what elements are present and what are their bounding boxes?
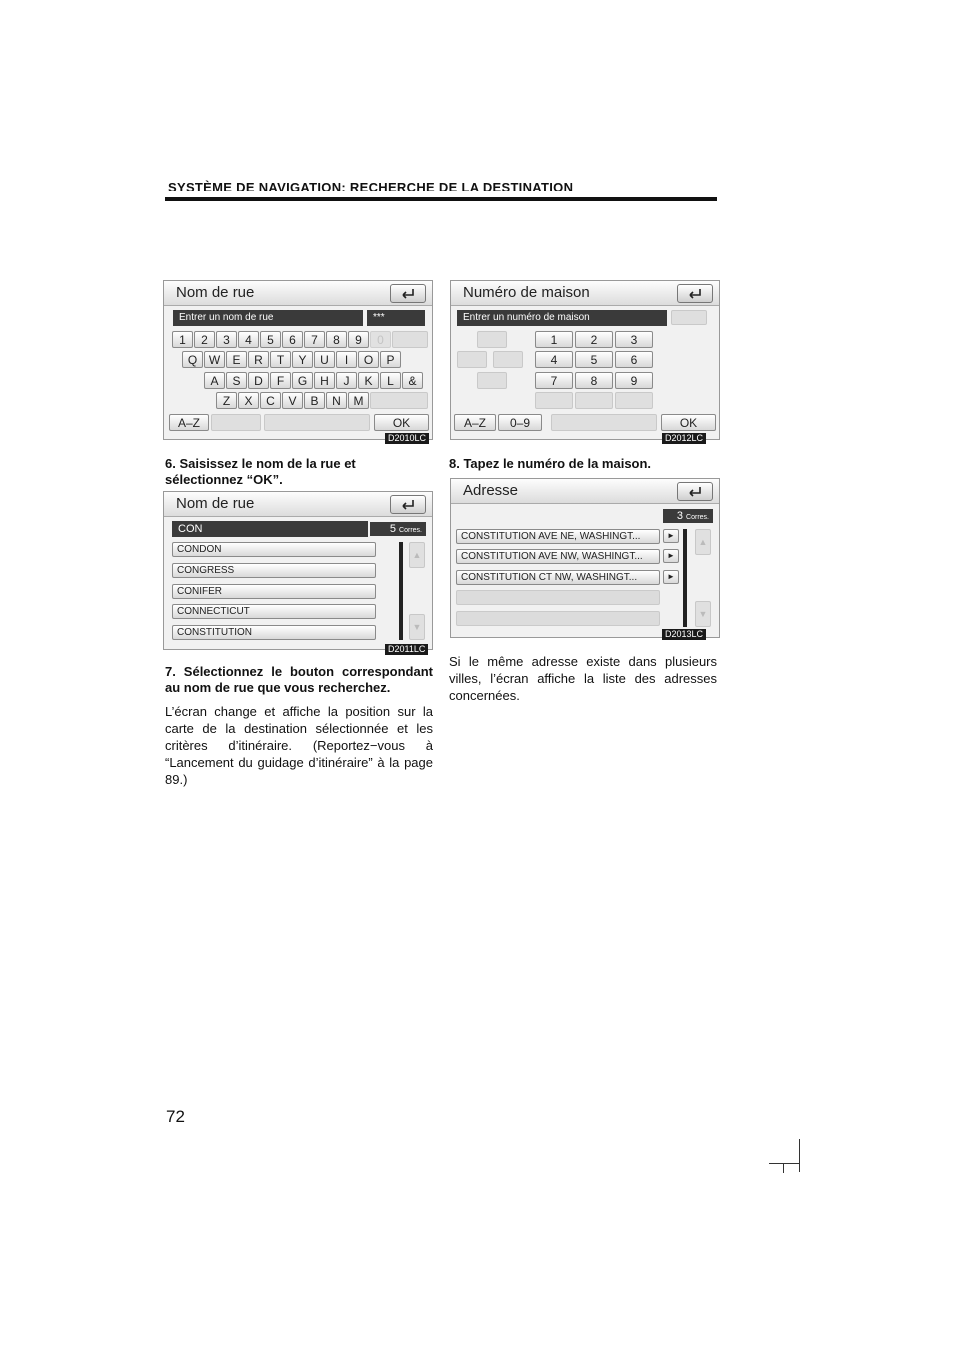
figure-code: D2013LC	[662, 629, 706, 640]
key-3[interactable]: 3	[216, 331, 237, 348]
key-x[interactable]: X	[238, 392, 259, 409]
list-item[interactable]: CONNECTICUT	[172, 604, 376, 619]
key-l[interactable]: L	[380, 372, 401, 389]
delete-button[interactable]	[392, 331, 428, 348]
key-n[interactable]: N	[326, 392, 347, 409]
key-e[interactable]: E	[226, 351, 247, 368]
key-d[interactable]: D	[248, 372, 269, 389]
key-8[interactable]: 8	[326, 331, 347, 348]
key-g[interactable]: G	[292, 372, 313, 389]
crop-mark-vertical	[799, 1139, 800, 1172]
detail-arrow-icon[interactable]: ►	[663, 529, 679, 543]
key-m[interactable]: M	[348, 392, 369, 409]
key-f[interactable]: F	[270, 372, 291, 389]
key-c[interactable]: C	[260, 392, 281, 409]
key-b[interactable]: B	[304, 392, 325, 409]
back-button[interactable]	[390, 495, 426, 514]
key-7[interactable]: 7	[304, 331, 325, 348]
empty-list-item[interactable]	[456, 590, 660, 605]
screen-house-number	[450, 280, 720, 440]
scroll-up-button[interactable]: ▲	[695, 529, 711, 555]
list-item[interactable]: CONGRESS	[172, 563, 376, 578]
key-y[interactable]: Y	[292, 351, 313, 368]
disabled-key[interactable]	[535, 392, 573, 409]
address-item[interactable]: CONSTITUTION AVE NE, WASHINGT...	[456, 529, 660, 544]
screen-title: Nom de rue	[176, 284, 255, 301]
street-name-input[interactable]: Entrer un nom de rue	[173, 310, 363, 326]
key-q[interactable]: Q	[182, 351, 203, 368]
step-7-instruction: 7. Sélectionnez le bouton correspondant au nom de rue que vous recherchez.	[165, 664, 433, 695]
screen-title-bar	[164, 492, 432, 517]
disabled-key[interactable]	[615, 392, 653, 409]
ok-button[interactable]: OK	[374, 414, 429, 431]
az-button[interactable]: A–Z	[169, 414, 209, 431]
key-1[interactable]: 1	[535, 331, 573, 348]
search-value-display: CON	[172, 521, 368, 537]
screen-title-bar	[164, 281, 432, 306]
key-p[interactable]: P	[380, 351, 401, 368]
match-count-value: 5	[389, 523, 396, 535]
figure-code: D2012LC	[662, 433, 706, 444]
address-item[interactable]: CONSTITUTION CT NW, WASHINGT...	[456, 570, 660, 585]
match-count-value: 3	[676, 510, 683, 522]
key-5[interactable]: 5	[260, 331, 281, 348]
screen-street-name-keyboard	[163, 280, 433, 440]
page-number: 72	[166, 1107, 185, 1126]
key-2[interactable]: 2	[194, 331, 215, 348]
scroll-down-button[interactable]: ▼	[695, 601, 711, 627]
detail-arrow-icon[interactable]: ►	[663, 570, 679, 584]
key-ampersand[interactable]: &	[402, 372, 423, 389]
key-a[interactable]: A	[204, 372, 225, 389]
back-arrow-icon	[687, 287, 703, 299]
screen-address-list	[450, 478, 720, 638]
input-value-display: ***	[367, 310, 425, 326]
key-5[interactable]: 5	[575, 351, 613, 368]
house-number-input[interactable]: Entrer un numéro de maison	[457, 310, 667, 326]
az-button[interactable]: A–Z	[454, 414, 496, 431]
option-button[interactable]	[264, 414, 370, 431]
key-u[interactable]: U	[314, 351, 335, 368]
delete-button[interactable]	[671, 310, 707, 325]
key-j[interactable]: J	[336, 372, 357, 389]
match-count	[663, 509, 713, 523]
back-arrow-icon	[400, 287, 416, 299]
screen-title-bar	[451, 479, 719, 504]
key-w[interactable]: W	[204, 351, 225, 368]
match-count-unit: Corres.	[399, 527, 422, 534]
key-o[interactable]: O	[358, 351, 379, 368]
list-item[interactable]: CONIFER	[172, 584, 376, 599]
list-item[interactable]: CONSTITUTION	[172, 625, 376, 640]
key-6[interactable]: 6	[282, 331, 303, 348]
match-count-unit: Corres.	[686, 514, 709, 521]
back-arrow-icon	[400, 498, 416, 510]
address-item[interactable]: CONSTITUTION AVE NW, WASHINGT...	[456, 549, 660, 564]
back-arrow-icon	[687, 485, 703, 497]
key-9[interactable]: 9	[348, 331, 369, 348]
step-6-instruction: 6. Saisissez le nom de la rue et sélectionnez “OK”.	[165, 456, 356, 487]
key-2[interactable]: 2	[575, 331, 613, 348]
figure-code: D2011LC	[385, 644, 428, 655]
disabled-key[interactable]	[457, 351, 487, 368]
crop-mark-tick	[783, 1163, 784, 1173]
space-button[interactable]	[370, 392, 428, 409]
scrollbar[interactable]	[399, 542, 403, 640]
key-r[interactable]: R	[248, 351, 269, 368]
key-9[interactable]: 9	[615, 372, 653, 389]
scroll-up-button[interactable]: ▲	[409, 542, 425, 568]
key-4[interactable]: 4	[238, 331, 259, 348]
key-v[interactable]: V	[282, 392, 303, 409]
disabled-key[interactable]	[493, 351, 523, 368]
paragraph-multiple-cities: Si le même adresse existe dans plusieurs villes, l’écran affiche la liste des adresses concernées.	[449, 654, 717, 703]
key-s[interactable]: S	[226, 372, 247, 389]
key-1[interactable]: 1	[172, 331, 193, 348]
step-8-instruction: 8. Tapez le numéro de la maison.	[449, 456, 652, 471]
key-8[interactable]: 8	[575, 372, 613, 389]
screen-title: Numéro de maison	[463, 284, 590, 301]
key-7[interactable]: 7	[535, 372, 573, 389]
key-3[interactable]: 3	[615, 331, 653, 348]
back-button[interactable]	[390, 284, 426, 303]
disabled-key[interactable]	[477, 331, 507, 348]
key-4[interactable]: 4	[535, 351, 573, 368]
disabled-key[interactable]	[575, 392, 613, 409]
back-button[interactable]	[677, 284, 713, 303]
figure-code: D2010LC	[385, 433, 429, 444]
detail-arrow-icon[interactable]: ►	[663, 549, 679, 563]
key-0[interactable]: 0	[370, 331, 391, 348]
header-rule	[165, 197, 717, 201]
key-z[interactable]: Z	[216, 392, 237, 409]
screen-title-bar	[451, 281, 719, 306]
scrollbar[interactable]	[683, 529, 687, 627]
key-t[interactable]: T	[270, 351, 291, 368]
scroll-down-button[interactable]: ▼	[409, 614, 425, 640]
key-k[interactable]: K	[358, 372, 379, 389]
page-header-title: SYSTÈME DE NAVIGATION: RECHERCHE DE LA DESTINATION	[168, 180, 574, 191]
key-i[interactable]: I	[336, 351, 357, 368]
empty-list-item[interactable]	[456, 611, 660, 626]
crop-mark-horizontal	[769, 1163, 799, 1164]
back-button[interactable]	[677, 482, 713, 501]
option-button[interactable]	[551, 414, 657, 431]
mode-button[interactable]	[211, 414, 261, 431]
screen-street-name-list	[163, 491, 433, 650]
disabled-key[interactable]	[477, 372, 507, 389]
ok-button[interactable]: OK	[661, 414, 716, 431]
list-item[interactable]: CONDON	[172, 542, 376, 557]
paragraph-route-start: L’écran change et affiche la position sur la carte de la destination sélectionnée et les critères d’itinéraire. (Reportez−vous à “Lancement du guidage d’itinéraire” à la page 89.)	[165, 704, 433, 787]
screen-title: Nom de rue	[176, 495, 255, 512]
match-count	[370, 522, 426, 536]
key-6[interactable]: 6	[615, 351, 653, 368]
screen-title: Adresse	[463, 482, 519, 499]
numeric-button[interactable]: 0–9	[498, 414, 542, 431]
key-h[interactable]: H	[314, 372, 335, 389]
